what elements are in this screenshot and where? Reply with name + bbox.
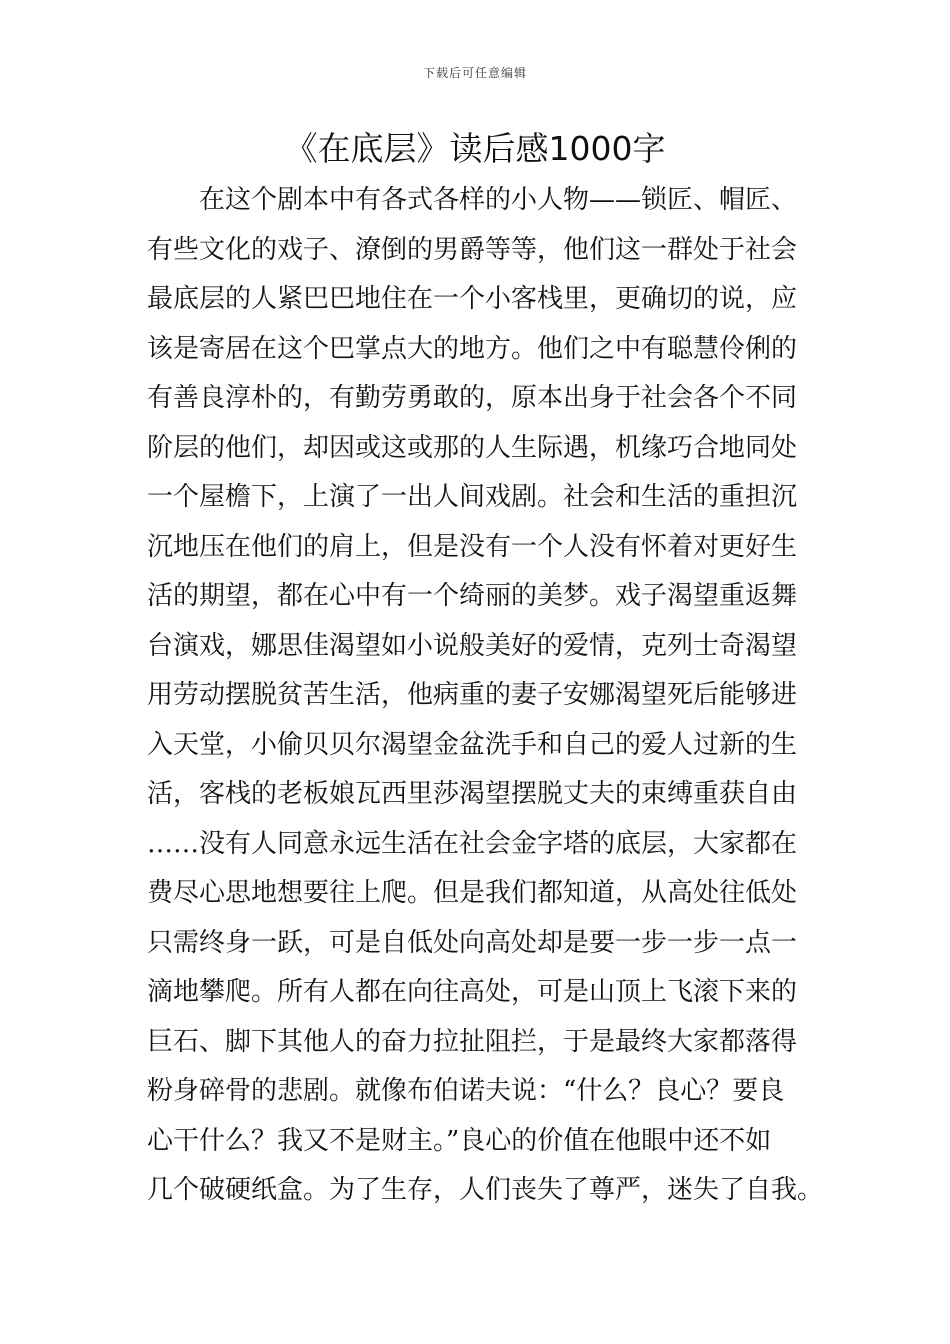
body-line: 滴地攀爬。所有人都在向往高处，可是山顶上飞滚下来的: [147, 977, 798, 1007]
body-line: 有些文化的戏子、潦倒的男爵等等，他们这一群处于社会: [147, 234, 798, 265]
body-line: 只需终身一跃，可是自低处向高处却是要一步一步一点一: [147, 927, 798, 958]
body-line: 巨石、脚下其他人的奋力拉扯阻拦，于是最终大家都落得: [147, 1026, 798, 1057]
body-line: 用劳动摆脱贫苦生活，他病重的妻子安娜渴望死后能够进: [147, 680, 798, 710]
body-line: 该是寄居在这个巴掌点大的地方。他们之中有聪慧伶俐的: [147, 333, 798, 364]
body-line: 台演戏，娜思佳渴望如小说般美好的爱情，克列士奇渴望: [147, 630, 798, 661]
body-line: 有善良淳朴的，有勤劳勇敢的，原本出身于社会各个不同: [147, 383, 798, 413]
body-line: 粉身碎骨的悲剧。就像布伯诺夫说：“什么？良心？要良: [147, 1076, 785, 1106]
body-line: 活，客栈的老板娘瓦西里莎渴望摆脱丈夫的束缚重获自由: [147, 779, 798, 809]
body-line: 费尽心思地想要往上爬。但是我们都知道，从高处往低处: [147, 878, 798, 908]
body-line: 入天堂，小偷贝贝尔渴望金盆洗手和自己的爱人过新的生: [147, 729, 798, 760]
body-line: 几个破硬纸盒。为了生存，人们丧失了尊严，迷失了自我。: [147, 1175, 824, 1205]
body-line: 心干什么？我又不是财主。”良心的价值在他眼中还不如: [147, 1125, 772, 1156]
document-title: 《在底层》读后感1000字: [284, 129, 666, 168]
body-paragraph: [147, 176, 824, 1216]
body-line: 最底层的人紧巴巴地住在一个小客栈里，更确切的说，应: [147, 284, 798, 314]
header-note: 下载后可任意编辑: [422, 66, 527, 80]
body-line: 一个屋檐下，上演了一出人间戏剧。社会和生活的重担沉: [147, 482, 798, 512]
body-line: 活的期望，都在心中有一个绮丽的美梦。戏子渴望重返舞: [147, 581, 798, 611]
body-line: 沉地压在他们的肩上，但是没有一个人没有怀着对更好生: [147, 531, 798, 562]
body-line: 在这个剧本中有各式各样的小人物——锁匠、帽匠、: [199, 185, 798, 215]
body-line: 阶层的他们，却因或这或那的人生际遇，机缘巧合地同处: [147, 432, 798, 463]
body-line: ……没有人同意永远生活在社会金字塔的底层，大家都在: [147, 828, 798, 859]
